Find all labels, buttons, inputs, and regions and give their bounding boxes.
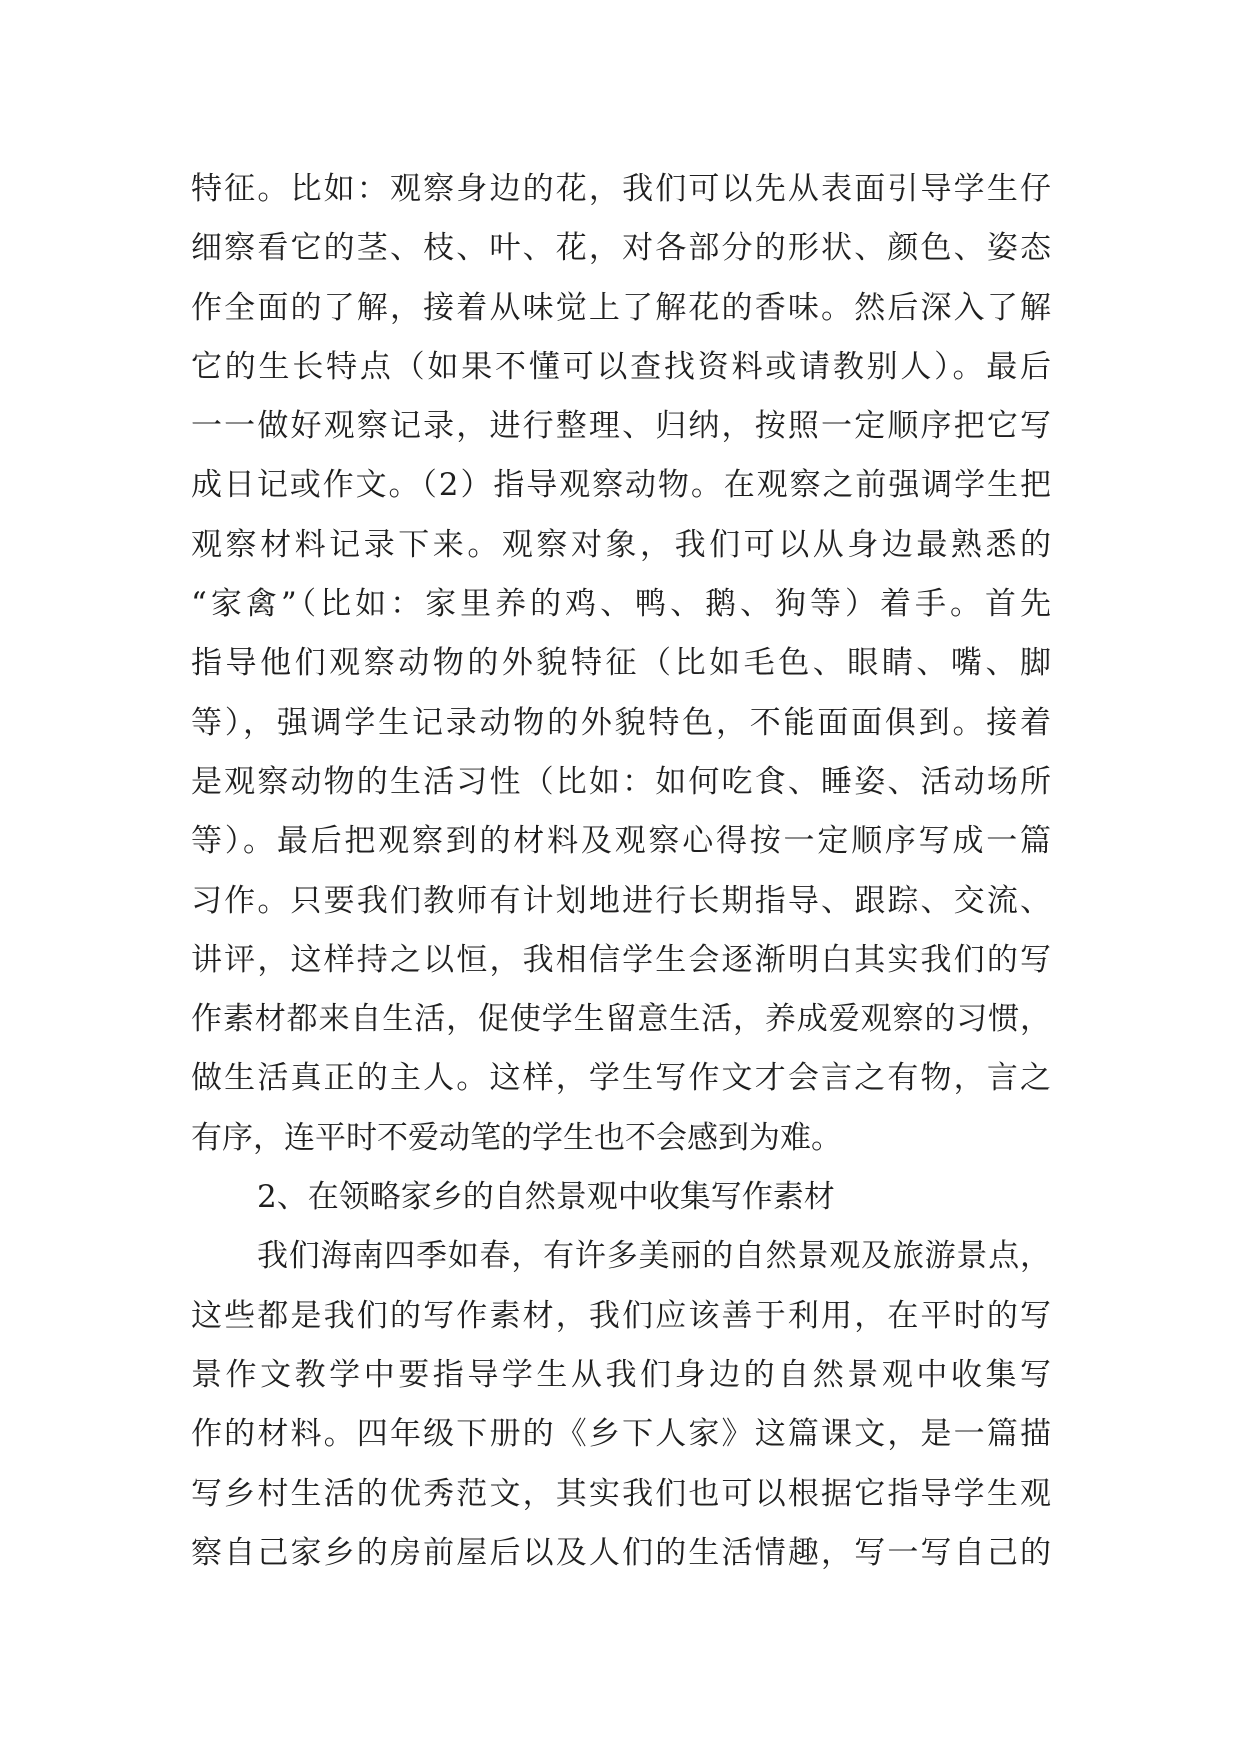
text-line: 成日记或作文。（2）指导观察动物。在观察之前强调学生把: [191, 467, 1051, 504]
text-line: 特征。比如：观察身边的花，我们可以先从表面引导学生仔: [191, 171, 1051, 207]
text-line: 做生活真正的主人。这样，学生写作文才会言之有物，言之: [191, 1060, 1051, 1097]
text-line: 察自己家乡的房前屋后以及人们的生活情趣，写一写自己的: [191, 1534, 1051, 1571]
text-line: 它的生长特点（如果不懂可以查找资料或请教别人）。最后: [191, 348, 1051, 385]
text-line: 习作。只要我们教师有计划地进行长期指导、跟踪、交流、: [191, 882, 1051, 919]
section-heading: 2、在领略家乡的自然景观中收集写作素材: [257, 1179, 835, 1216]
text-line: 细察看它的茎、枝、叶、花，对各部分的形状、颜色、姿态: [191, 230, 1051, 267]
text-line: 作的材料。四年级下册的《乡下人家》这篇课文，是一篇描: [191, 1416, 1051, 1453]
text-line: 指导他们观察动物的外貌特征（比如毛色、眼睛、嘴、脚: [191, 645, 1051, 682]
text-line: 讲评，这样持之以恒，我相信学生会逐渐明白其实我们的写: [191, 941, 1051, 978]
text-line: 这些都是我们的写作素材，我们应该善于利用，在平时的写: [191, 1297, 1051, 1334]
text-line: 景作文教学中要指导学生从我们身边的自然景观中收集写: [191, 1356, 1051, 1393]
text-line: 等）。最后把观察到的材料及观察心得按一定顺序写成一篇: [191, 823, 1051, 860]
text-line: 一一做好观察记录，进行整理、归纳，按照一定顺序把它写: [191, 408, 1051, 445]
text-line: 作素材都来自生活，促使学生留意生活，养成爱观察的习惯，: [191, 1001, 1051, 1038]
paragraph-start-line: 我们海南四季如春，有许多美丽的自然景观及旅游景点，: [257, 1238, 1051, 1275]
text-line: 是观察动物的生活习性（比如：如何吃食、睡姿、活动场所: [191, 763, 1051, 800]
text-line: 写乡村生活的优秀范文，其实我们也可以根据它指导学生观: [191, 1475, 1051, 1512]
text-line: 观察材料记录下来。观察对象，我们可以从身边最熟悉的: [191, 526, 1051, 563]
text-line: “家禽”（比如：家里养的鸡、鸭、鹅、狗等）着手。首先: [191, 586, 1051, 623]
text-line: 作全面的了解，接着从味觉上了解花的香味。然后深入了解: [191, 289, 1051, 326]
body-text: [191, 160, 1051, 1583]
paragraph-end-line: 有序，连平时不爱动笔的学生也不会感到为难。: [191, 1119, 842, 1156]
text-line: 等），强调学生记录动物的外貌特色，不能面面俱到。接着: [191, 704, 1051, 741]
